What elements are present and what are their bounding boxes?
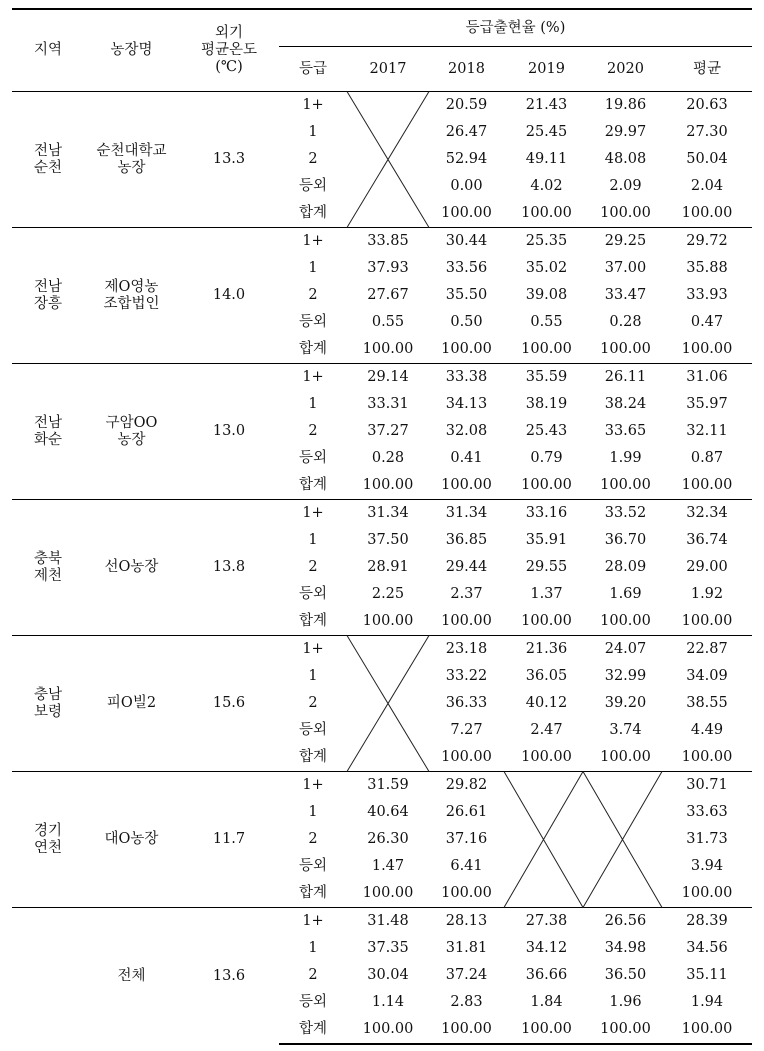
average-cell: 0.87 bbox=[690, 450, 724, 466]
temperature-header-line2: 평균온도 bbox=[200, 42, 258, 58]
value-cell: 1.99 bbox=[609, 450, 642, 466]
value-cell bbox=[347, 663, 429, 690]
value-cell: 28.13 bbox=[429, 908, 504, 936]
temperature-cell: 13.8 bbox=[179, 500, 279, 636]
value-cell: 1.96 bbox=[609, 994, 642, 1010]
value-cell: 38.24 bbox=[604, 396, 647, 412]
grade-cell: 2 bbox=[308, 423, 318, 439]
temperature-cell: 13.0 bbox=[179, 364, 279, 500]
value-cell: 29.82 bbox=[429, 772, 504, 800]
temperature-cell: 13.6 bbox=[179, 908, 279, 1045]
value-cell: 100.00 bbox=[600, 749, 651, 765]
farm-header: 농장명 bbox=[84, 9, 179, 92]
value-cell: 100.00 bbox=[589, 1016, 662, 1044]
value-cell bbox=[504, 799, 589, 826]
value-cell: 40.12 bbox=[525, 695, 568, 711]
header-row-1 bbox=[12, 9, 752, 47]
value-cell: 100.00 bbox=[521, 613, 572, 629]
average-cell: 100.00 bbox=[681, 613, 733, 629]
temperature-cell: 13.3 bbox=[179, 92, 279, 228]
temperature-cell: 14.0 bbox=[179, 228, 279, 364]
value-cell: 33.16 bbox=[504, 500, 589, 528]
value-cell: 100.00 bbox=[441, 749, 492, 765]
region-line: 경기 bbox=[33, 822, 62, 839]
value-cell bbox=[347, 92, 429, 120]
farm-cell bbox=[84, 772, 179, 908]
value-cell: 100.00 bbox=[441, 885, 492, 901]
value-cell: 21.36 bbox=[504, 636, 589, 664]
grade-header: 등급 bbox=[279, 47, 347, 92]
value-cell: 2.09 bbox=[609, 178, 642, 194]
value-cell: 36.66 bbox=[525, 967, 568, 983]
value-cell: 26.30 bbox=[367, 831, 409, 847]
grade-cell: 합계 bbox=[298, 749, 327, 765]
value-cell: 100.00 bbox=[441, 613, 492, 629]
value-cell: 33.38 bbox=[429, 364, 504, 392]
grade-cell: 1+ bbox=[279, 364, 347, 392]
value-cell: 33.47 bbox=[604, 287, 647, 303]
value-cell bbox=[504, 853, 589, 880]
average-cell: 31.73 bbox=[686, 831, 728, 847]
temperature-header-unit: (℃) bbox=[215, 59, 243, 75]
farm-line: 선O농장 bbox=[104, 559, 159, 575]
value-cell: 1.69 bbox=[609, 586, 642, 602]
region-line: 장흥 bbox=[33, 295, 62, 312]
farm-line: 순천대학교 bbox=[96, 142, 167, 159]
value-cell: 3.74 bbox=[609, 722, 642, 738]
region-line: 순천 bbox=[33, 159, 62, 176]
value-cell: 30.44 bbox=[429, 228, 504, 256]
farm-line: 대O농장 bbox=[104, 831, 159, 847]
value-cell: 36.05 bbox=[525, 668, 568, 684]
value-cell: 100.00 bbox=[521, 205, 572, 221]
value-cell: 33.52 bbox=[589, 500, 662, 528]
region-line: 전남 bbox=[33, 414, 62, 431]
average-cell: 100.00 bbox=[681, 885, 733, 901]
value-cell: 2.37 bbox=[450, 586, 483, 602]
value-cell: 26.56 bbox=[589, 908, 662, 936]
average-cell: 1.94 bbox=[690, 994, 724, 1010]
average-cell: 2.04 bbox=[690, 178, 724, 194]
value-cell: 48.08 bbox=[604, 151, 647, 167]
value-cell: 0.55 bbox=[371, 314, 405, 330]
region-cell bbox=[12, 364, 84, 500]
average-cell: 100.00 bbox=[662, 1016, 752, 1044]
table-row bbox=[12, 500, 752, 528]
value-cell: 33.56 bbox=[445, 260, 488, 276]
average-cell: 0.47 bbox=[690, 314, 724, 330]
grade-cell: 2 bbox=[308, 967, 318, 983]
grade-cell: 합계 bbox=[298, 205, 327, 221]
grade-cell: 합계 bbox=[298, 341, 327, 357]
farm-line: 제O영농 bbox=[104, 278, 159, 295]
average-cell: 28.39 bbox=[662, 908, 752, 936]
value-cell: 25.35 bbox=[504, 228, 589, 256]
average-header: 평균 bbox=[662, 47, 752, 92]
grade-cell: 1 bbox=[308, 260, 318, 276]
farm-line: 구암OO bbox=[105, 414, 158, 431]
value-cell: 100.00 bbox=[521, 477, 572, 493]
value-cell: 39.08 bbox=[525, 287, 568, 303]
region-line: 전남 bbox=[33, 142, 62, 159]
average-cell: 4.49 bbox=[690, 722, 724, 738]
farm-cell bbox=[84, 636, 179, 772]
value-cell: 100.00 bbox=[600, 205, 651, 221]
grade-occurrence-table bbox=[12, 8, 752, 1045]
value-cell: 26.11 bbox=[589, 364, 662, 392]
table-row bbox=[12, 92, 752, 120]
value-cell: 37.27 bbox=[367, 423, 409, 439]
value-cell: 36.85 bbox=[445, 532, 488, 548]
value-cell bbox=[589, 772, 662, 800]
value-cell: 35.59 bbox=[504, 364, 589, 392]
value-cell: 28.09 bbox=[604, 559, 647, 575]
region-line: 제천 bbox=[33, 567, 62, 584]
value-cell bbox=[347, 717, 429, 744]
region-line: 화순 bbox=[33, 431, 62, 448]
farm-cell bbox=[84, 500, 179, 636]
grade-cell: 1+ bbox=[279, 92, 347, 120]
value-cell: 23.18 bbox=[429, 636, 504, 664]
value-cell: 100.00 bbox=[600, 613, 651, 629]
average-cell: 100.00 bbox=[681, 477, 733, 493]
value-cell: 100.00 bbox=[347, 1016, 429, 1044]
value-cell: 0.41 bbox=[450, 450, 483, 466]
region-line: 보령 bbox=[33, 703, 62, 720]
grade-cell: 1+ bbox=[279, 772, 347, 800]
year-header-2019: 2019 bbox=[504, 47, 589, 92]
value-cell: 35.02 bbox=[525, 260, 568, 276]
value-cell bbox=[589, 826, 662, 853]
region-cell bbox=[12, 228, 84, 364]
value-cell: 40.64 bbox=[367, 804, 409, 820]
grade-cell: 1 bbox=[308, 532, 318, 548]
value-cell: 32.99 bbox=[604, 668, 647, 684]
farm-cell bbox=[84, 92, 179, 228]
value-cell: 19.86 bbox=[589, 92, 662, 120]
grade-cell: 2 bbox=[308, 831, 318, 847]
average-cell: 29.00 bbox=[686, 559, 728, 575]
grade-cell: 2 bbox=[308, 559, 318, 575]
value-cell: 29.97 bbox=[604, 124, 647, 140]
value-cell: 33.85 bbox=[347, 228, 429, 256]
value-cell: 37.00 bbox=[604, 260, 647, 276]
value-cell: 0.55 bbox=[530, 314, 563, 330]
farm-cell bbox=[84, 908, 179, 1045]
value-cell: 36.50 bbox=[604, 967, 647, 983]
farm-line: 피O빌2 bbox=[106, 695, 157, 711]
value-cell: 31.34 bbox=[429, 500, 504, 528]
grade-cell: 합계 bbox=[298, 477, 327, 493]
year-header-2020: 2020 bbox=[589, 47, 662, 92]
value-cell bbox=[347, 173, 429, 200]
region-cell bbox=[12, 908, 84, 1045]
value-cell: 29.44 bbox=[445, 559, 488, 575]
value-cell: 37.24 bbox=[445, 967, 488, 983]
value-cell: 2.25 bbox=[371, 586, 405, 602]
region-header: 지역 bbox=[12, 9, 84, 92]
grade-cell: 합계 bbox=[279, 1016, 347, 1044]
average-cell: 50.04 bbox=[686, 151, 728, 167]
value-cell: 27.38 bbox=[504, 908, 589, 936]
value-cell: 37.35 bbox=[367, 940, 409, 956]
average-cell: 30.71 bbox=[662, 772, 752, 800]
value-cell: 39.20 bbox=[604, 695, 647, 711]
value-cell: 100.00 bbox=[362, 613, 414, 629]
average-cell: 31.06 bbox=[662, 364, 752, 392]
average-cell: 35.97 bbox=[686, 396, 728, 412]
value-cell: 34.12 bbox=[525, 940, 568, 956]
value-cell: 31.81 bbox=[445, 940, 488, 956]
value-cell: 37.16 bbox=[445, 831, 488, 847]
value-cell: 0.00 bbox=[450, 178, 483, 194]
temperature-header bbox=[179, 9, 279, 92]
value-cell bbox=[589, 853, 662, 880]
value-cell: 29.55 bbox=[525, 559, 568, 575]
rate-header: 등급출현율 (%) bbox=[279, 9, 752, 47]
value-cell: 100.00 bbox=[600, 477, 651, 493]
grade-cell: 1+ bbox=[279, 908, 347, 936]
table-row bbox=[12, 636, 752, 664]
grade-cell: 등외 bbox=[298, 994, 327, 1010]
value-cell: 33.31 bbox=[367, 396, 409, 412]
value-cell: 100.00 bbox=[429, 1016, 504, 1044]
value-cell: 100.00 bbox=[521, 341, 572, 357]
value-cell: 1.84 bbox=[530, 994, 563, 1010]
average-cell: 27.30 bbox=[686, 124, 728, 140]
value-cell: 0.50 bbox=[450, 314, 483, 330]
value-cell: 52.94 bbox=[445, 151, 488, 167]
value-cell: 0.28 bbox=[609, 314, 642, 330]
value-cell bbox=[347, 744, 429, 772]
average-cell: 100.00 bbox=[681, 205, 733, 221]
value-cell bbox=[347, 636, 429, 664]
grade-cell: 2 bbox=[308, 151, 318, 167]
region-cell bbox=[12, 92, 84, 228]
value-cell: 100.00 bbox=[441, 477, 492, 493]
grade-cell: 2 bbox=[308, 695, 318, 711]
grade-cell: 등외 bbox=[298, 586, 327, 602]
value-cell: 38.19 bbox=[525, 396, 568, 412]
value-cell: 0.79 bbox=[530, 450, 563, 466]
value-cell bbox=[347, 119, 429, 146]
value-cell: 21.43 bbox=[504, 92, 589, 120]
table-row bbox=[12, 908, 752, 936]
farm-line: 농장 bbox=[117, 159, 146, 176]
temperature-cell: 11.7 bbox=[179, 772, 279, 908]
average-cell: 32.34 bbox=[662, 500, 752, 528]
grade-cell: 1 bbox=[308, 124, 318, 140]
table-row bbox=[12, 364, 752, 392]
value-cell bbox=[347, 146, 429, 173]
grade-cell: 2 bbox=[308, 287, 318, 303]
average-cell: 3.94 bbox=[690, 858, 724, 874]
average-cell: 29.72 bbox=[662, 228, 752, 256]
grade-cell: 등외 bbox=[298, 858, 327, 874]
region-line: 충남 bbox=[33, 686, 62, 703]
value-cell bbox=[589, 799, 662, 826]
value-cell: 1.37 bbox=[530, 586, 563, 602]
value-cell: 26.47 bbox=[445, 124, 488, 140]
average-cell: 33.63 bbox=[686, 804, 728, 820]
value-cell: 27.67 bbox=[367, 287, 409, 303]
grade-cell: 등외 bbox=[298, 722, 327, 738]
value-cell: 37.93 bbox=[367, 260, 409, 276]
temperature-cell: 15.6 bbox=[179, 636, 279, 772]
value-cell: 6.41 bbox=[450, 858, 483, 874]
value-cell bbox=[347, 690, 429, 717]
farm-line: 전체 bbox=[117, 967, 146, 984]
value-cell: 25.45 bbox=[525, 124, 568, 140]
value-cell: 24.07 bbox=[589, 636, 662, 664]
grade-cell: 등외 bbox=[298, 314, 327, 330]
average-cell: 22.87 bbox=[662, 636, 752, 664]
value-cell: 33.22 bbox=[445, 668, 488, 684]
average-cell: 38.55 bbox=[686, 695, 728, 711]
farm-line: 조합법인 bbox=[103, 295, 160, 312]
value-cell: 31.59 bbox=[347, 772, 429, 800]
value-cell: 35.91 bbox=[525, 532, 568, 548]
value-cell: 36.33 bbox=[445, 695, 488, 711]
value-cell: 100.00 bbox=[362, 885, 414, 901]
value-cell bbox=[504, 880, 589, 908]
value-cell: 26.61 bbox=[445, 804, 488, 820]
value-cell: 35.50 bbox=[445, 287, 488, 303]
year-header-2017: 2017 bbox=[347, 47, 429, 92]
value-cell: 32.08 bbox=[445, 423, 488, 439]
average-cell: 36.74 bbox=[686, 532, 728, 548]
value-cell: 25.43 bbox=[525, 423, 568, 439]
table-row bbox=[12, 772, 752, 800]
value-cell: 1.14 bbox=[371, 994, 405, 1010]
value-cell: 49.11 bbox=[525, 151, 568, 167]
grade-cell: 등외 bbox=[298, 178, 327, 194]
average-cell: 100.00 bbox=[681, 749, 733, 765]
value-cell: 100.00 bbox=[362, 477, 414, 493]
value-cell: 100.00 bbox=[504, 1016, 589, 1044]
region-cell bbox=[12, 500, 84, 636]
grade-cell: 1 bbox=[308, 396, 318, 412]
value-cell: 100.00 bbox=[362, 341, 414, 357]
region-line: 전남 bbox=[33, 278, 62, 295]
value-cell: 34.13 bbox=[445, 396, 488, 412]
farm-line: 농장 bbox=[117, 431, 146, 448]
average-cell: 20.63 bbox=[662, 92, 752, 120]
value-cell: 1.47 bbox=[371, 858, 405, 874]
value-cell: 29.14 bbox=[347, 364, 429, 392]
value-cell bbox=[504, 826, 589, 853]
grade-cell: 1+ bbox=[279, 636, 347, 664]
average-cell: 32.11 bbox=[686, 423, 728, 439]
farm-cell bbox=[84, 364, 179, 500]
year-header-2018: 2018 bbox=[429, 47, 504, 92]
value-cell: 33.65 bbox=[604, 423, 647, 439]
grade-cell: 등외 bbox=[298, 450, 327, 466]
value-cell: 2.83 bbox=[450, 994, 483, 1010]
table-row bbox=[12, 228, 752, 256]
grade-cell: 합계 bbox=[298, 613, 327, 629]
grade-cell: 1+ bbox=[279, 228, 347, 256]
value-cell bbox=[589, 880, 662, 908]
farm-cell bbox=[84, 228, 179, 364]
value-cell: 36.70 bbox=[604, 532, 647, 548]
value-cell: 31.34 bbox=[347, 500, 429, 528]
value-cell: 100.00 bbox=[600, 341, 651, 357]
grade-cell: 1 bbox=[308, 804, 318, 820]
average-cell: 35.88 bbox=[686, 260, 728, 276]
average-cell: 34.56 bbox=[686, 940, 728, 956]
value-cell: 4.02 bbox=[530, 178, 563, 194]
value-cell: 29.25 bbox=[589, 228, 662, 256]
value-cell: 2.47 bbox=[530, 722, 563, 738]
value-cell: 28.91 bbox=[367, 559, 409, 575]
grade-cell: 합계 bbox=[298, 885, 327, 901]
temperature-header-line1: 외기 bbox=[214, 25, 243, 41]
value-cell: 37.50 bbox=[367, 532, 409, 548]
value-cell: 30.04 bbox=[367, 967, 409, 983]
value-cell: 7.27 bbox=[450, 722, 483, 738]
value-cell: 100.00 bbox=[521, 749, 572, 765]
grade-cell: 1+ bbox=[279, 500, 347, 528]
grade-cell: 1 bbox=[308, 668, 318, 684]
value-cell: 100.00 bbox=[441, 341, 492, 357]
value-cell bbox=[347, 200, 429, 228]
average-cell: 1.92 bbox=[690, 586, 724, 602]
grade-cell: 1 bbox=[308, 940, 318, 956]
value-cell: 100.00 bbox=[441, 205, 492, 221]
average-cell: 33.93 bbox=[686, 287, 728, 303]
average-cell: 34.09 bbox=[686, 668, 728, 684]
average-cell: 100.00 bbox=[681, 341, 733, 357]
value-cell: 20.59 bbox=[429, 92, 504, 120]
region-line: 충북 bbox=[33, 550, 62, 567]
region-line: 연천 bbox=[33, 839, 62, 856]
value-cell bbox=[504, 772, 589, 800]
value-cell: 31.48 bbox=[347, 908, 429, 936]
value-cell: 0.28 bbox=[371, 450, 405, 466]
region-cell bbox=[12, 772, 84, 908]
region-cell bbox=[12, 636, 84, 772]
value-cell: 34.98 bbox=[604, 940, 647, 956]
average-cell: 35.11 bbox=[686, 967, 728, 983]
